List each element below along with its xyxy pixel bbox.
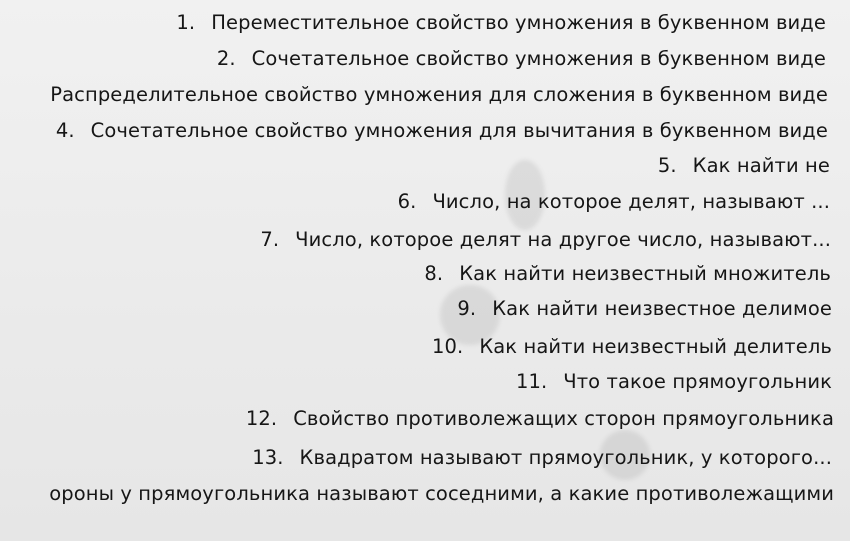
item-number: 11. [515, 370, 548, 393]
list-item [246, 405, 834, 433]
list-item [56, 117, 828, 145]
item-text: Что такое прямоугольник [563, 370, 832, 393]
item-number: 12. [245, 407, 278, 430]
list-item [252, 444, 832, 472]
item-number: 4. [55, 119, 75, 142]
list-item [176, 9, 826, 37]
item-text: Как найти неизвестный множитель [459, 262, 831, 285]
item-number: 2. [216, 47, 236, 70]
list-item [398, 188, 830, 216]
item-number: 13. [252, 446, 284, 469]
item-text: Как найти неизвестный делитель [479, 335, 832, 358]
item-text: Как найти неизвестное делимое [492, 297, 832, 320]
list-item [457, 295, 832, 323]
item-number: 10. [432, 335, 464, 358]
list-item [260, 226, 831, 254]
list-item [516, 368, 832, 396]
item-number: 5. [657, 154, 677, 177]
item-number: 9. [457, 297, 477, 320]
list-item [217, 45, 826, 73]
item-text: Свойство противолежащих сторон прямоугольника [293, 407, 834, 430]
item-text: Число, на которое делят, называют ... [432, 190, 830, 213]
item-number: 8. [424, 262, 444, 285]
item-text: Переместительное свойство умножения в буквенном виде [211, 11, 826, 34]
list-item [658, 152, 830, 180]
item-text: Распределительное свойство умножения для сложения в буквенном виде [50, 83, 828, 106]
item-text: Сочетательное свойство умножения для вычитания в буквенном виде [90, 119, 828, 142]
list-item [49, 480, 834, 508]
item-text: Число, которое делят на другое число, называют... [295, 228, 831, 251]
item-text: Как найти не [692, 154, 830, 177]
item-text: ороны у прямоугольника называют соседними, а какие противолежащими [49, 482, 834, 505]
list-item [50, 81, 828, 109]
list-item [432, 333, 832, 361]
item-number: 6. [397, 190, 417, 213]
item-text: Сочетательное свойство умножения в буквенном виде [251, 47, 826, 70]
item-number: 1. [176, 11, 196, 34]
item-number: 7. [260, 228, 280, 251]
item-text: Квадратом называют прямоугольник, у которого... [299, 446, 832, 469]
list-item [424, 260, 831, 288]
